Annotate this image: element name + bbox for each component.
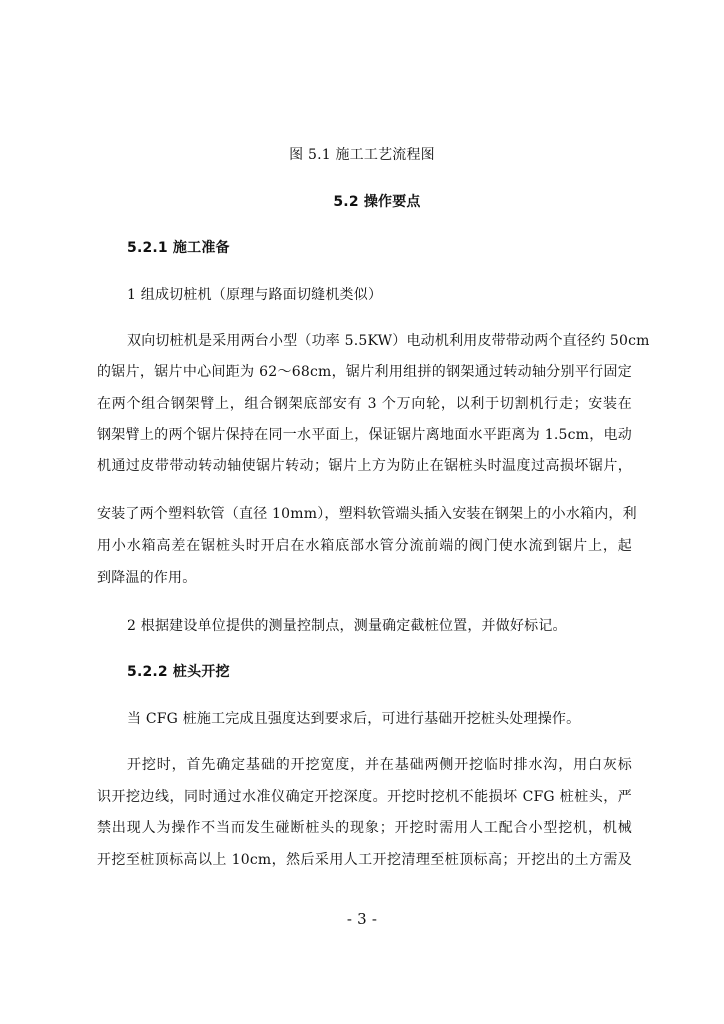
paragraph-line: 开挖至桩顶标高以上 10cm，然后采用人工开挖清理至桩顶标高；开挖出的土方需及 xyxy=(97,852,632,868)
figure-caption: 图 5.1 施工工艺流程图 xyxy=(289,147,435,163)
paragraph-line: 在两个组合钢架臂上，组合钢架底部安有 3 个万向轮，以利于切割机行走；安装在 xyxy=(97,396,632,412)
subsection-heading-5-2-1: 5.2.1 施工准备 xyxy=(127,240,230,256)
paragraph-line: 双向切桩机是采用两台小型（功率 5.5KW）电动机利用皮带带动两个直径约 50cm xyxy=(127,333,650,349)
paragraph-line: 的锯片，锯片中心间距为 62～68cm，锯片利用组拼的钢架通过转动轴分别平行固定 xyxy=(97,364,632,380)
section-heading: 5.2 操作要点 xyxy=(333,194,421,210)
paragraph-line: 机通过皮带带动转动轴使锯片转动；锯片上方为防止在锯桩头时温度过高损坏锯片， xyxy=(97,458,632,474)
paragraph: 当 CFG 桩施工完成且强度达到要求后，可进行基础开挖桩头处理操作。 xyxy=(127,711,581,727)
list-item-1: 1 组成切桩机（原理与路面切缝机类似） xyxy=(127,287,383,303)
subsection-heading-5-2-2: 5.2.2 桩头开挖 xyxy=(127,664,230,680)
paragraph-line: 到降温的作用。 xyxy=(97,570,197,586)
paragraph-line: 安装了两个塑料软管（直径 10mm），塑料软管端头插入安装在钢架上的小水箱内，利 xyxy=(97,506,637,522)
paragraph-line: 用小水箱高差在锯桩头时开启在水箱底部水管分流前端的阀门使水流到锯片上，起 xyxy=(97,538,632,554)
paragraph-line: 禁出现人为操作不当而发生碰断桩头的现象；开挖时需用人工配合小型挖机，机械 xyxy=(97,820,632,836)
page-number: - 3 - xyxy=(346,910,378,928)
paragraph-line: 开挖时，首先确定基础的开挖宽度，并在基础两侧开挖临时排水沟，用白灰标 xyxy=(127,757,632,773)
list-item-2: 2 根据建设单位提供的测量控制点，测量确定截桩位置，并做好标记。 xyxy=(127,618,567,634)
paragraph-line: 识开挖边线，同时通过水准仪确定开挖深度。开挖时挖机不能损坏 CFG 桩桩头，严 xyxy=(97,789,632,805)
paragraph-line: 钢架臂上的两个锯片保持在同一水平面上，保证锯片离地面水平距离为 1.5cm，电动 xyxy=(97,427,632,443)
